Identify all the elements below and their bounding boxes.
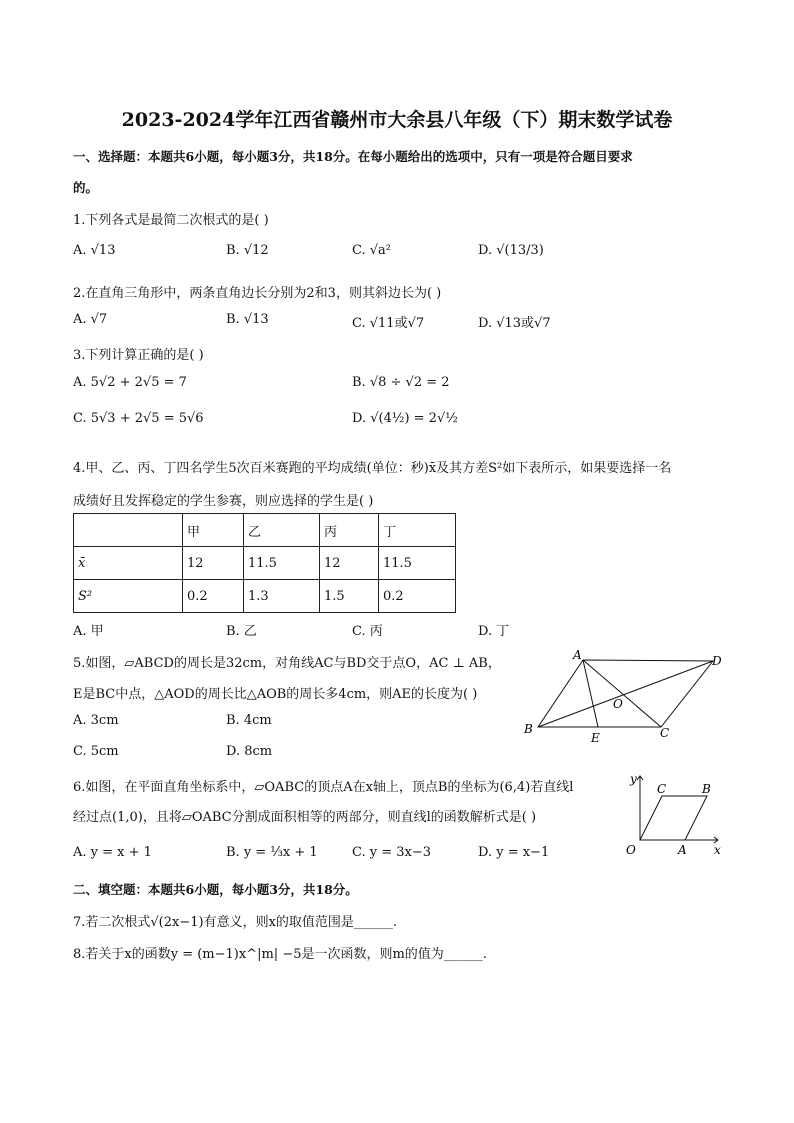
q3-option-d[interactable]: D. √(4½) = 2√½ (352, 411, 458, 426)
table-row (74, 580, 456, 613)
q6-stem-cont: 经过点(1,0)，且将▱OABC分割成面积相等的两部分，则直线l的函数解析式是( ) (73, 810, 537, 825)
section1-heading: 一、选择题：本题共6小题，每小题3分，共18分。在每小题给出的选项中，只有一项是符合题目要求 (73, 149, 633, 164)
table-cell: 11.5 (379, 547, 456, 580)
table-cell: 丙 (320, 514, 379, 547)
q4-stem: 4.甲、乙、丙、丁四名学生5次百米赛跑的平均成绩(单位：秒)x̄及其方差S²如下表所示，如果要选择一名 (73, 461, 672, 476)
label-d: D (712, 654, 722, 668)
q4-option-c[interactable]: C. 丙 (352, 624, 383, 639)
q3-option-b[interactable]: B. √8 ÷ √2 = 2 (352, 375, 450, 390)
label-o: O (613, 697, 623, 711)
q4-option-d[interactable]: D. 丁 (478, 624, 510, 639)
label-c: C (657, 782, 667, 796)
table-cell: 0.2 (379, 580, 456, 613)
table-cell: 0.2 (183, 580, 244, 613)
q1-option-a[interactable]: A. √13 (73, 243, 116, 258)
q6-option-c[interactable]: C. y = 3x−3 (352, 845, 432, 860)
label-e: E (591, 731, 600, 745)
table-row (74, 547, 456, 580)
q6-option-d[interactable]: D. y = x−1 (478, 845, 550, 860)
q6-option-b[interactable]: B. y = ⅓x + 1 (226, 845, 318, 860)
q2-option-b[interactable]: B. √13 (226, 312, 269, 327)
segment-ae (583, 660, 598, 727)
label-o: O (626, 843, 636, 857)
q1-option-b[interactable]: B. √12 (226, 243, 269, 258)
q1-option-c[interactable]: C. √a² (352, 243, 391, 258)
parallelogram-oabc (640, 796, 707, 840)
q2-stem: 2.在直角三角形中，两条直角边长分别为2和3，则其斜边长为( ) (73, 286, 442, 301)
q6-stem: 6.如图，在平面直角坐标系中，▱OABC的顶点A在x轴上，顶点B的坐标为(6,4)若直线l (73, 780, 574, 795)
q1-option-d[interactable]: D. √(13/3) (478, 243, 544, 258)
q4-stem-cont: 成绩好且发挥稳定的学生参赛，则应选择的学生是( ) (73, 494, 374, 509)
q5-option-d[interactable]: D. 8cm (226, 744, 273, 759)
q2-option-a[interactable]: A. √7 (73, 312, 108, 327)
table-cell: 丁 (379, 514, 456, 547)
table-row (74, 514, 456, 547)
q3-option-a[interactable]: A. 5√2 + 2√5 = 7 (73, 375, 187, 390)
table-cell: 1.5 (320, 580, 379, 613)
label-x: x (714, 843, 721, 857)
q5-option-a[interactable]: A. 3cm (73, 713, 119, 728)
q8-stem: 8.若关于x的函数y = (m−1)x^|m| −5是一次函数，则m的值为______. (73, 947, 487, 962)
q5-option-c[interactable]: C. 5cm (73, 744, 119, 759)
q6-option-a[interactable]: A. y = x + 1 (73, 845, 152, 860)
table-cell: 12 (183, 547, 244, 580)
diagonal-ac (583, 660, 661, 727)
label-a: A (573, 648, 582, 662)
table-cell: 11.5 (244, 547, 320, 580)
q5-parallelogram-figure (518, 645, 728, 745)
page-title: 2023-2024学年江西省赣州市大余县八年级（下）期末数学试卷 (121, 109, 673, 131)
q5-option-b[interactable]: B. 4cm (226, 713, 272, 728)
label-c: C (660, 726, 670, 740)
q5-stem: 5.如图，▱ABCD的周长是32cm，对角线AC与BD交于点O，AC ⊥ AB， (73, 656, 501, 671)
section1-heading-cont: 的。 (73, 180, 99, 195)
label-b: B (524, 722, 533, 736)
label-y: y (630, 772, 637, 786)
q2-option-c[interactable]: C. √11或√7 (352, 316, 425, 331)
label-b: B (702, 782, 711, 796)
q1-stem: 1.下列各式是最简二次根式的是( ) (73, 213, 269, 228)
q3-stem: 3.下列计算正确的是( ) (73, 348, 204, 363)
q4-table (73, 513, 456, 613)
q4-option-a[interactable]: A. 甲 (73, 624, 104, 639)
q7-stem: 7.若二次根式√(2x−1)有意义，则x的取值范围是______. (73, 915, 398, 930)
table-cell: x̄ (74, 547, 183, 580)
table-cell: 甲 (183, 514, 244, 547)
q4-option-b[interactable]: B. 乙 (226, 624, 257, 639)
label-a: A (678, 843, 687, 857)
table-cell: 12 (320, 547, 379, 580)
table-cell: 乙 (244, 514, 320, 547)
q2-option-d[interactable]: D. √13或√7 (478, 316, 551, 331)
table-cell (74, 514, 183, 547)
q6-coordinate-figure (620, 768, 728, 858)
q5-stem-cont: E是BC中点，△AOD的周长比△AOB的周长多4cm，则AE的长度为( ) (73, 687, 478, 702)
q3-option-c[interactable]: C. 5√3 + 2√5 = 5√6 (73, 411, 204, 426)
section2-heading: 二、填空题：本题共6小题，每小题3分，共18分。 (73, 882, 358, 897)
table-cell: S² (74, 580, 183, 613)
table-cell: 1.3 (244, 580, 320, 613)
